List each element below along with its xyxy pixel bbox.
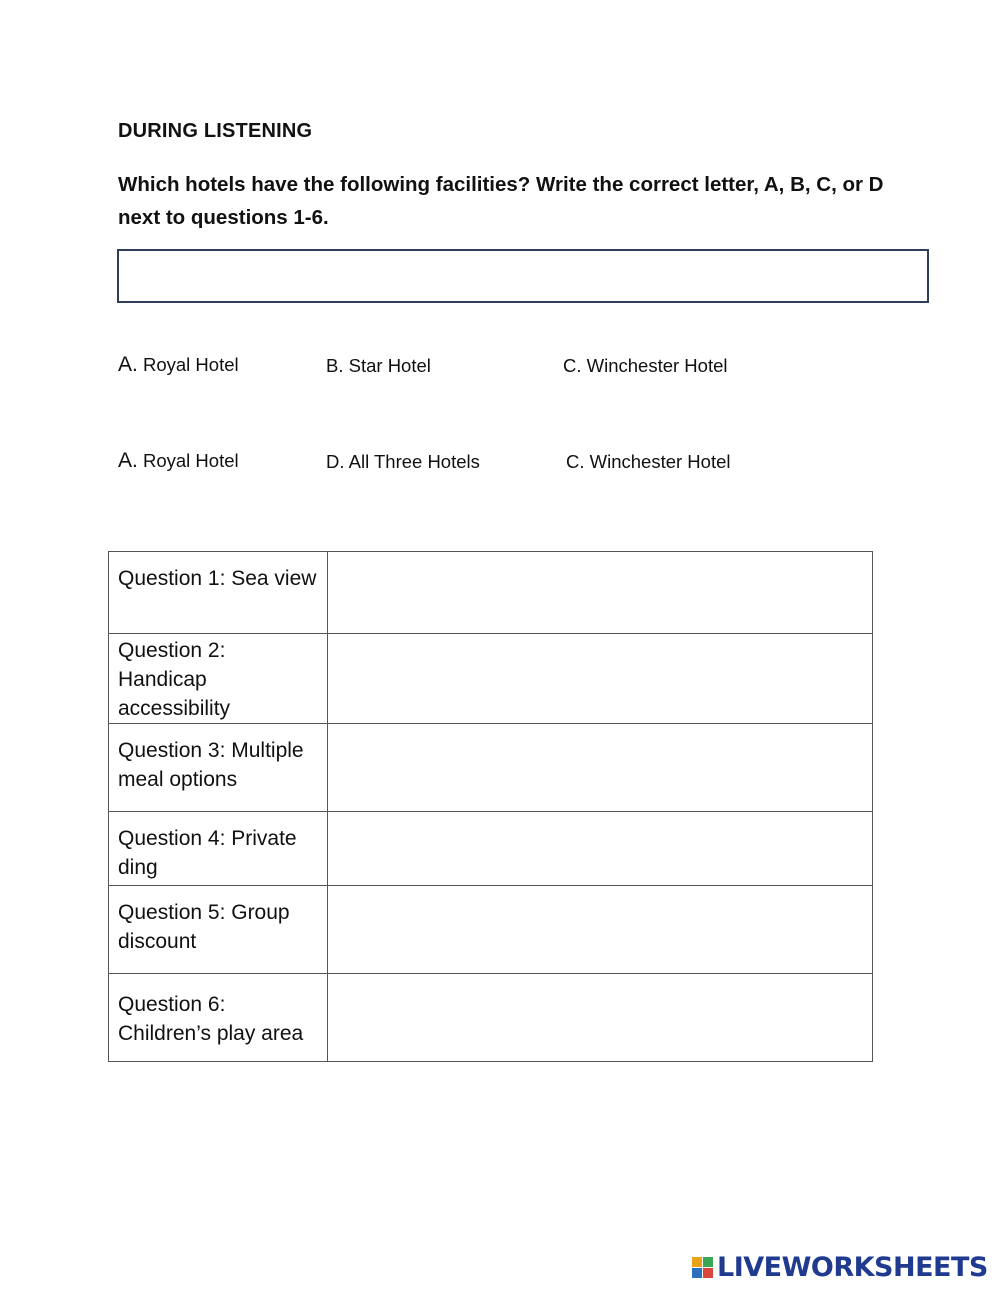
answer-cell-2[interactable] bbox=[328, 634, 873, 724]
question-label: Question 1: Sea view bbox=[109, 552, 328, 634]
option-row1-c: C. Winchester Hotel bbox=[563, 355, 728, 376]
question-label: Question 2: Handicap accessibility bbox=[109, 634, 328, 724]
table-row bbox=[109, 552, 873, 634]
logo-block bbox=[692, 1268, 702, 1278]
option-letter: A. bbox=[118, 449, 138, 472]
section-heading: DURING LISTENING bbox=[118, 120, 313, 142]
logo-block bbox=[703, 1257, 713, 1267]
instructions-text: Which hotels have the following facilities? Write the correct letter, A, B, C, or D next to questions 1-6. bbox=[118, 173, 884, 229]
logo-block bbox=[703, 1268, 713, 1278]
option-row1-a bbox=[118, 353, 239, 377]
answer-input-box[interactable] bbox=[117, 249, 929, 303]
questions-table bbox=[108, 551, 873, 1062]
option-row2-c: C. Winchester Hotel bbox=[566, 451, 731, 472]
option-text: Royal Hotel bbox=[137, 450, 239, 471]
question-label: Question 6: Children’s play area bbox=[109, 974, 328, 1062]
question-label: Question 3: Multiple meal options bbox=[109, 724, 328, 812]
logo-text: LIVEWORKSHEETS bbox=[717, 1252, 988, 1283]
question-label: Question 4: Private ding bbox=[109, 812, 328, 886]
answer-cell-1[interactable] bbox=[328, 552, 873, 634]
option-row2-a bbox=[118, 449, 239, 473]
option-letter: A. bbox=[118, 353, 138, 376]
answer-cell-4[interactable] bbox=[328, 812, 873, 886]
logo-block bbox=[692, 1257, 702, 1267]
table-row bbox=[109, 974, 873, 1062]
answer-cell-3[interactable] bbox=[328, 724, 873, 812]
table-row bbox=[109, 812, 873, 886]
liveworksheets-logo-icon bbox=[692, 1257, 713, 1278]
table-row bbox=[109, 886, 873, 974]
question-label: Question 5: Group discount bbox=[109, 886, 328, 974]
table-row bbox=[109, 634, 873, 724]
option-row1-b: B. Star Hotel bbox=[326, 355, 431, 376]
table-row bbox=[109, 724, 873, 812]
liveworksheets-logo bbox=[692, 1252, 988, 1283]
option-row2-d: D. All Three Hotels bbox=[326, 451, 480, 472]
answer-cell-6[interactable] bbox=[328, 974, 873, 1062]
answer-cell-5[interactable] bbox=[328, 886, 873, 974]
option-text: Royal Hotel bbox=[137, 354, 239, 375]
